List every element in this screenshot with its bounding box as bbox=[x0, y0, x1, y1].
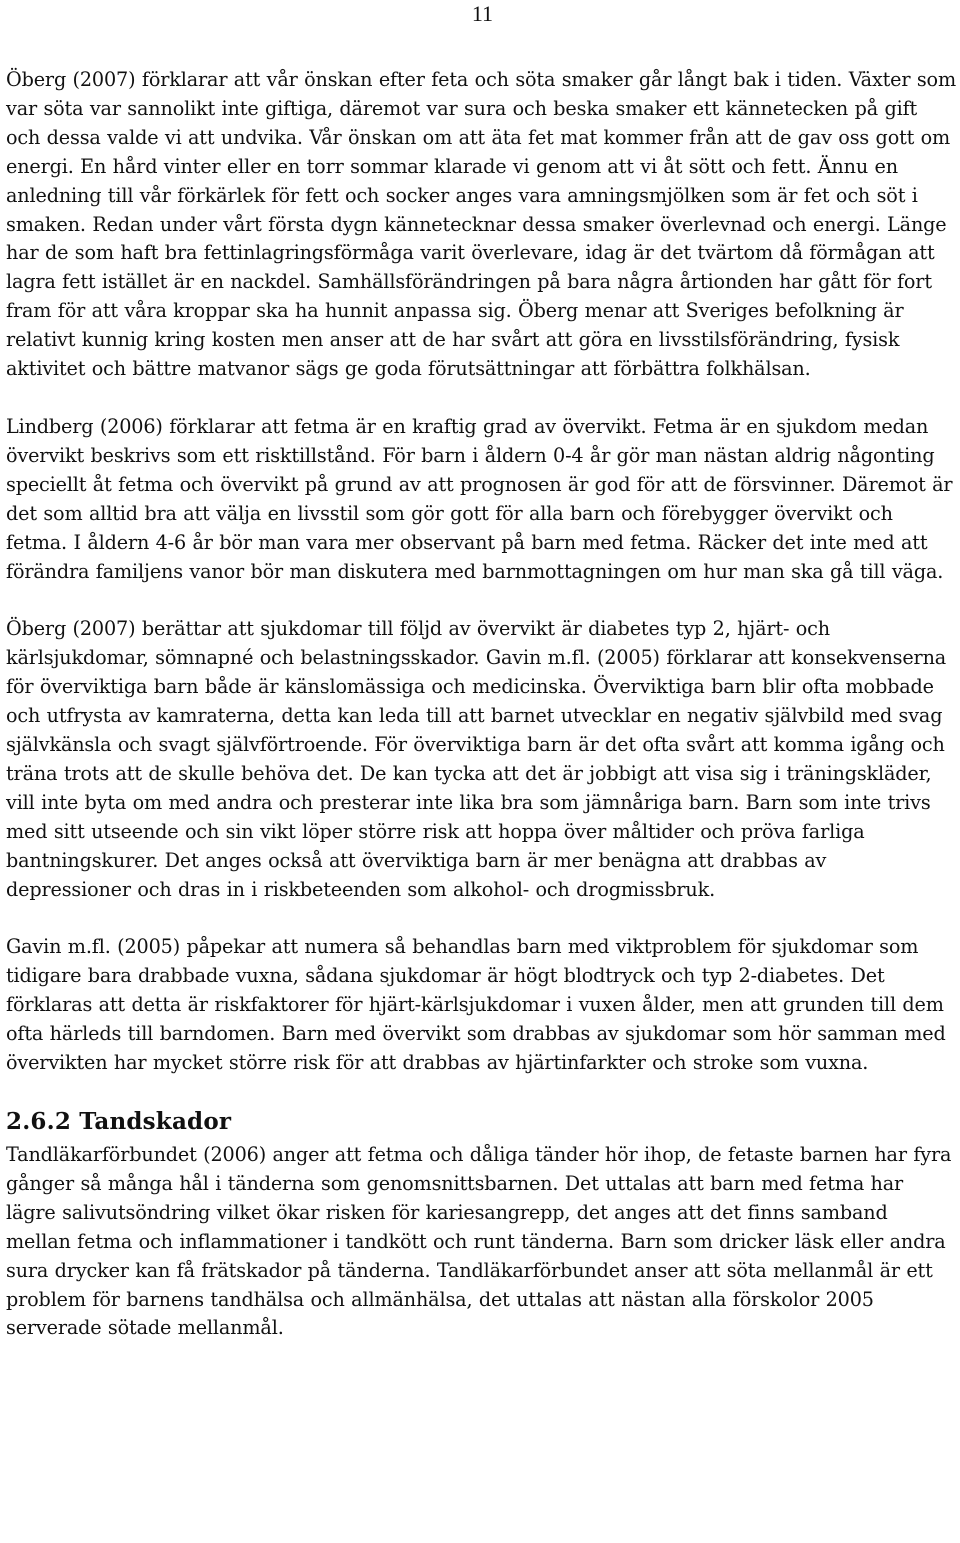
paragraph-lindberg-obesity: Lindberg (2006) förklarar att fetma är en kraftig grad av övervikt. Fetma är en sjukdom medan övervikt beskrivs som ett risktillstånd. För barn i åldern 0-4 år gör man nästan aldrig någonting speciellt åt fetma och övervikt på grund av att prognosen är god för att de försvinner. Däremot är det som alltid bra att välja en livsstil som gör gott för alla barn och förebygger övervikt och fetma. I åldern 4-6 år bör man vara mer observant på barn med fetma. Räcker det inte med att förändra familjens vanor bör man diskutera med barnmottagningen om hur man ska gå till väga. bbox=[6, 414, 953, 583]
paragraph-gavin-health-risks: Gavin m.fl. (2005) påpekar att numera så behandlas barn med viktproblem för sjukdomar som tidigare bara drabbade vuxna, sådana sjukdomar är högt blodtryck och typ 2-diabetes. Det förklaras att detta är riskfaktorer för hjärt-kärlsjukdomar i vuxen ålder, men att grunden till dem ofta härleds till barndomen. Barn med övervikt som drabbas av sjukdomar som hör samman med övervikten har mycket större risk för att drabbas av hjärtinfarkter och stroke som vuxna. bbox=[6, 935, 946, 1075]
paragraph-dental-damage: Tandläkarförbundet (2006) anger att fetma och dåliga tänder hör ihop, de fetaste barnen har fyra gånger så många hål i tänderna som genomsnittsbarnen. Det uttalas att barn med fetma har lägre salivutsöndring vilket ökar risken för kariesangrepp, det anges att det finns samband mellan fetma och inflammationer i tandkött och runt tänderna. Barn som dricker läsk eller andra sura drycker kan få frätskador på tänderna. Tandläkarförbundet anser att söta mellanmål är ett problem för barnens tandhälsa och allmänhälsa, det uttalas att nästan alla förskolor 2005 serverade sötade mellanmål. bbox=[6, 1143, 952, 1340]
paragraph-diseases-consequences: Öberg (2007) berättar att sjukdomar till följd av övervikt är diabetes typ 2, hjärt- och kärlsjukdomar, sömnapné och belastningsskador. Gavin m.fl. (2005) förklarar att konsekvenserna för överviktiga barn både är känslomässiga och medicinska. Överviktiga barn blir ofta mobbade och utfrysta av kamraterna, detta kan leda till att barnet utvecklar en negativ självbild med svag självkänsla och svagt självförtroende. För överviktiga barn är det ofta svårt att komma igång och träna trots att de skulle behöva det. De kan tycka att det är jobbigt att visa sig i träningskläder, vill inte byta om med andra och presterar inte lika bra som jämnåriga barn. Barn som inte trivs med sitt utseende och sin vikt löper större risk att hoppa över måltider och pröva farliga bantningskurer. Det anges också att överviktiga barn är mer benägna att drabbas av depressioner och dras in i riskbeteenden som alkohol- och drogmissbruk. bbox=[6, 617, 947, 901]
section-heading-tandskador: 2.6.2 Tandskador bbox=[6, 1108, 232, 1135]
paragraph-oberg-preferences: Öberg (2007) förklarar att vår önskan efter feta och söta smaker går långt bak i tiden. Växter som var söta var sannolikt inte giftiga, däremot var sura och beska smaker ett kännetecken på gift och dessa valde vi att undvika. Vår önskan om att äta fet mat kommer från att de gav oss gott om energi. En hård vinter eller en torr sommar klarade vi genom att vi åt sött och fett. Ännu en anledning till vår förkärlek för fett och socker anges vara amningsmjölken som är fet och söt i smaken. Redan under vårt första dygn kännetecknar dessa smaker överlevnad och energi. Länge har de som haft bra fettinlagringsförmåga varit överlevare, idag är det tvärtom då förmågan att lagra fett istället är en nackdel. Samhällsförändringen på bara några årtionden har gått för fort fram för att våra kroppar ska ha hunnit anpassa sig. Öberg menar att Sveriges befolkning är relativt kunnig kring kosten men anser att de har svårt att göra en livsstilsförändring, fysisk aktivitet och bättre matvanor sägs ge goda förutsättningar att förbättra folkhälsan. bbox=[6, 68, 956, 381]
page-number: 11 bbox=[471, 1, 493, 26]
document-body bbox=[6, 66, 956, 1372]
